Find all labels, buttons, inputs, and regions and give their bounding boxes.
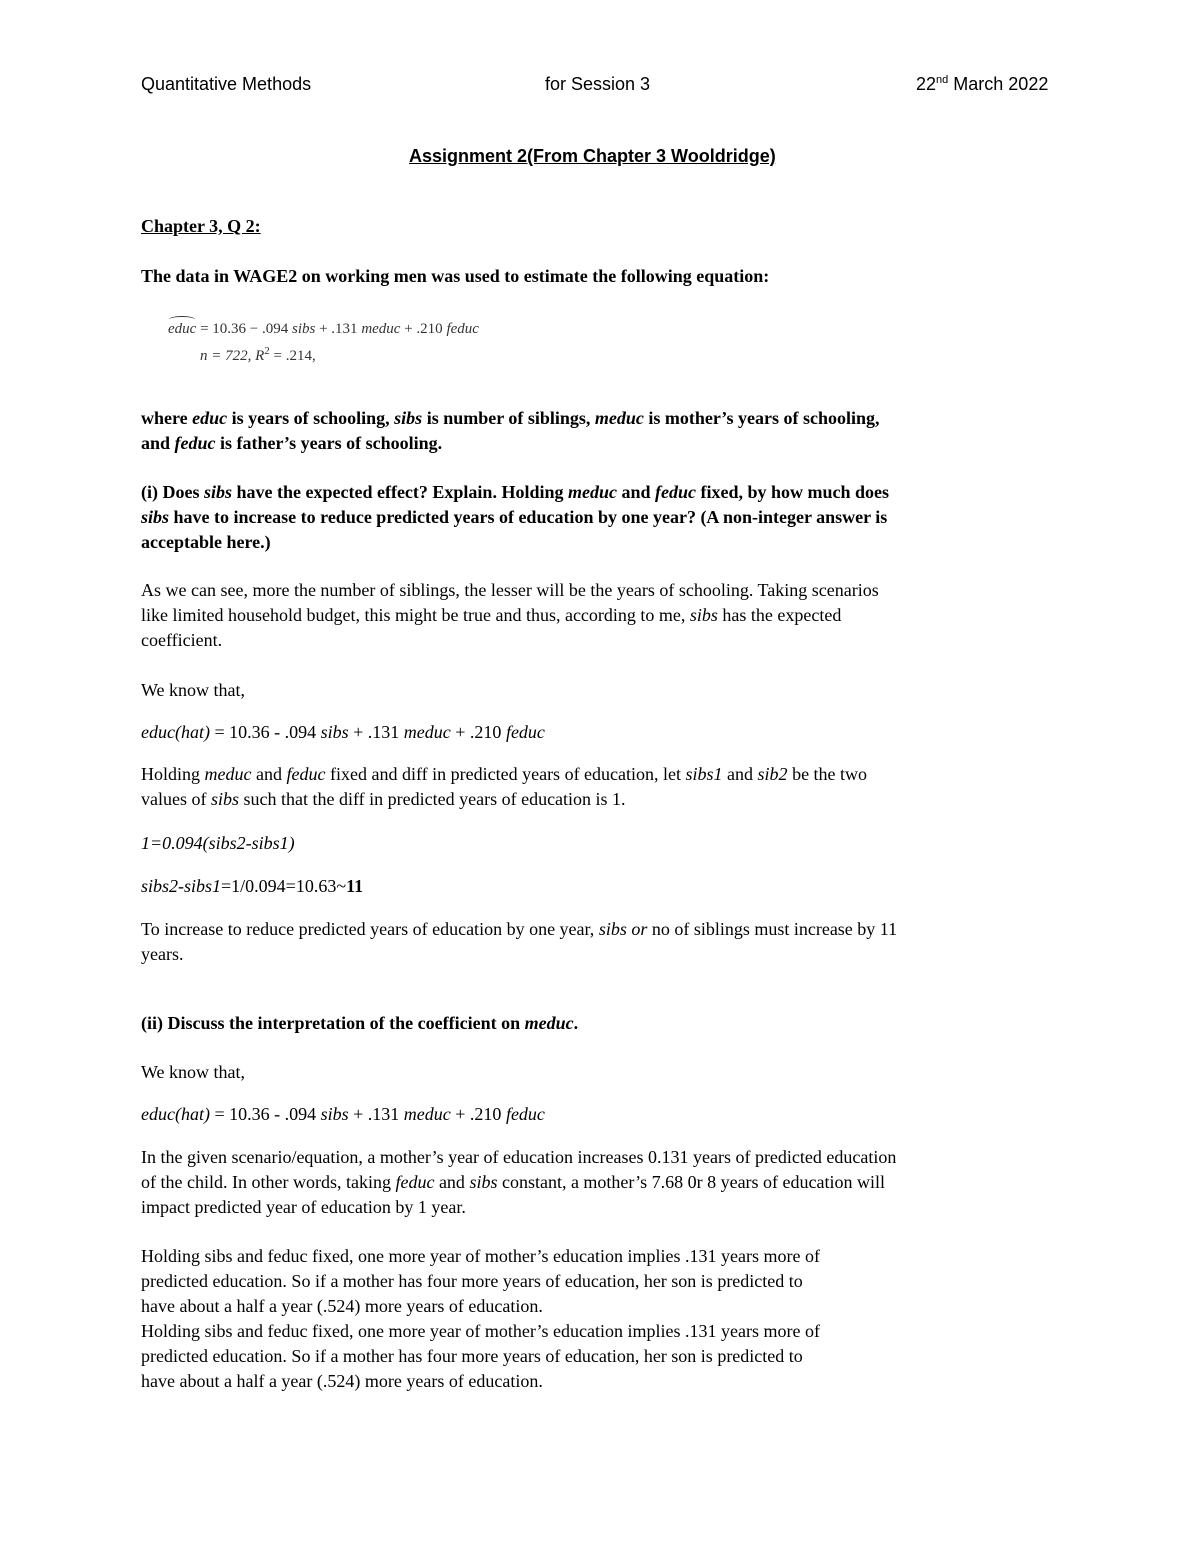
part1-conclusion <box>141 917 1061 967</box>
equation-line-2 <box>168 340 479 367</box>
text: is number of siblings, <box>422 408 595 428</box>
eq-sup: 2 <box>264 345 270 357</box>
var: sibs <box>469 1172 498 1192</box>
var: educ(hat) <box>141 722 210 742</box>
part1-know: We know that, <box>141 680 246 700</box>
variable-definitions <box>141 406 1061 456</box>
text: predicted education. So if a mother has four more years of education, her son is predicted to <box>141 1346 803 1366</box>
text: acceptable here.) <box>141 532 271 552</box>
text: . <box>573 1013 579 1033</box>
eq-var: meduc <box>361 321 401 337</box>
eq-text: + .210 <box>400 321 447 337</box>
part2-paragraph-1 <box>141 1244 1061 1319</box>
equation-line-1 <box>168 318 479 340</box>
text: predicted education. So if a mother has four more years of education, her son is predicted to <box>141 1271 803 1291</box>
part2-equation <box>141 1102 1061 1127</box>
var: feduc <box>286 764 326 784</box>
text: As we can see, more the number of siblings, the lesser will be the years of schooling. Taking scenarios <box>141 580 879 600</box>
text: have to increase to reduce predicted years of education by one year? (A non-integer answer is <box>169 507 888 527</box>
part1-answer <box>141 578 1061 653</box>
var: meduc <box>403 1104 451 1124</box>
var: feduc <box>174 433 216 453</box>
question-label: Chapter 3, Q 2: <box>141 216 261 236</box>
eq-var: sibs <box>292 321 316 337</box>
text: and <box>251 764 287 784</box>
text: Holding <box>141 764 205 784</box>
text: Holding sibs and feduc fixed, one more year of mother’s education implies .131 years more of <box>141 1321 820 1341</box>
var: educ <box>192 408 228 428</box>
text: =1/0.094=10.63~ <box>221 876 347 896</box>
var: feduc <box>395 1172 435 1192</box>
header-date <box>916 74 1048 95</box>
var: sibs <box>689 605 718 625</box>
part2-paragraph-2 <box>141 1319 1061 1394</box>
text: To increase to reduce predicted years of education by one year, <box>141 919 599 939</box>
part2-answer <box>141 1145 1061 1220</box>
text: and <box>141 433 175 453</box>
var: feduc <box>505 1104 545 1124</box>
eq-text: = .214, <box>269 348 316 364</box>
part2-question <box>141 1011 1061 1036</box>
text: + .131 <box>348 722 404 742</box>
text: have about a half a year (.524) more years of education. <box>141 1371 543 1391</box>
text: In the given scenario/equation, a mother’s year of education increases 0.131 years of predicted education <box>141 1147 897 1167</box>
eq-var: n = 722, <box>200 348 256 364</box>
var: 1=0.094(sibs2-sibs1) <box>141 833 295 853</box>
part2-know: We know that, <box>141 1062 246 1082</box>
var: meduc <box>594 408 644 428</box>
text: and <box>434 1172 470 1192</box>
text: fixed, by how much does <box>696 482 890 502</box>
educ-hat: educ <box>168 318 196 340</box>
text: coefficient. <box>141 630 223 650</box>
text: fixed and diff in predicted years of education, let <box>325 764 686 784</box>
var: feduc <box>505 722 545 742</box>
part1-equation <box>141 720 1061 745</box>
text: have about a half a year (.524) more years of education. <box>141 1296 543 1316</box>
header-date-day: 22 <box>916 74 937 94</box>
text: constant, a mother’s 7.68 0r 8 years of education will <box>497 1172 886 1192</box>
text: and <box>616 482 656 502</box>
header-date-suffix: nd <box>936 74 949 86</box>
part1-calc-1 <box>141 831 1061 856</box>
text: be the two <box>787 764 868 784</box>
var: sibs <box>210 789 239 809</box>
var: meduc <box>204 764 252 784</box>
var: sibs2-sibs1 <box>141 876 222 896</box>
var: educ(hat) <box>141 1104 210 1124</box>
var: meduc <box>524 1013 574 1033</box>
header-center: for Session 3 <box>545 74 651 94</box>
var: feduc <box>655 482 696 502</box>
text: + .210 <box>450 722 506 742</box>
text: is father’s years of schooling. <box>215 433 443 453</box>
text: such that the diff in predicted years of education is 1. <box>239 789 626 809</box>
text: and <box>722 764 758 784</box>
text: impact predicted year of education by 1 year. <box>141 1197 466 1217</box>
text: (ii) Discuss the interpretation of the coefficient on <box>141 1013 525 1033</box>
var: sibs or <box>598 919 648 939</box>
intro-text: The data in WAGE2 on working men was used to estimate the following equation: <box>141 266 770 286</box>
var: sibs <box>320 722 349 742</box>
var: meduc <box>567 482 617 502</box>
text: + .210 <box>450 1104 506 1124</box>
var: sibs <box>203 482 232 502</box>
eq-text: = 10.36 − .094 <box>196 321 292 337</box>
text: of the child. In other words, taking <box>141 1172 396 1192</box>
text: has the expected <box>717 605 842 625</box>
text: values of <box>141 789 211 809</box>
part1-calc-2 <box>141 874 1061 899</box>
var: meduc <box>403 722 451 742</box>
var: sibs <box>320 1104 349 1124</box>
text: like limited household budget, this might be true and thus, according to me, <box>141 605 690 625</box>
eq-text: + .131 <box>315 321 362 337</box>
text: where <box>141 408 193 428</box>
text: Holding sibs and feduc fixed, one more year of mother’s education implies .131 years more of <box>141 1246 820 1266</box>
eq-var: R <box>255 348 265 364</box>
text: (i) Does <box>141 482 204 502</box>
text: = 10.36 - .094 <box>209 1104 321 1124</box>
text: is mother’s years of schooling, <box>643 408 880 428</box>
page-title: Assignment 2(From Chapter 3 Wooldridge) <box>409 146 776 166</box>
text: + .131 <box>348 1104 404 1124</box>
part1-question <box>141 480 1061 555</box>
var: sibs1 <box>685 764 723 784</box>
var: sib2 <box>757 764 788 784</box>
regression-equation-image <box>168 318 479 367</box>
text: is years of schooling, <box>227 408 395 428</box>
header-date-rest: March 2022 <box>948 74 1049 94</box>
bold-result: 11 <box>346 876 364 896</box>
part1-holding <box>141 762 1061 812</box>
var: sibs <box>394 408 423 428</box>
text: = 10.36 - .094 <box>209 722 321 742</box>
text: years. <box>141 944 184 964</box>
eq-var: feduc <box>446 321 479 337</box>
var: sibs <box>141 507 170 527</box>
header-left: Quantitative Methods <box>141 74 312 94</box>
text: have the expected effect? Explain. Holding <box>232 482 568 502</box>
text: no of siblings must increase by 11 <box>647 919 898 939</box>
